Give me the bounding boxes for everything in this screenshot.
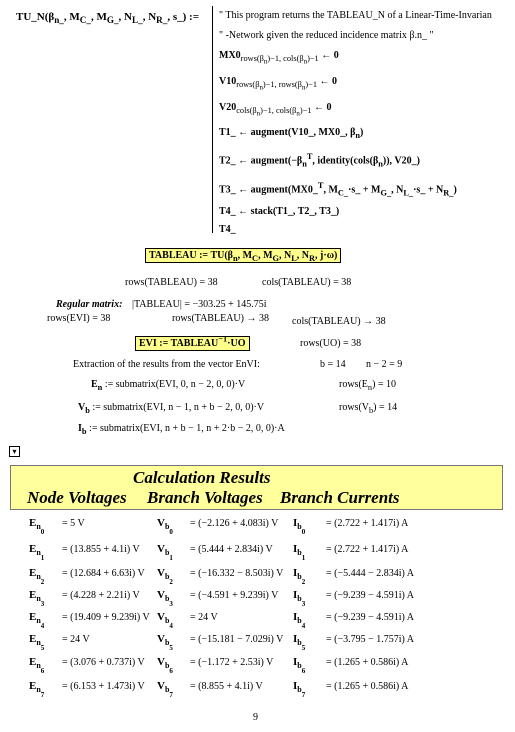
program-line-t1: T1_ ← augment(V10_, MX0_, $\beta_n$) (219, 127, 364, 140)
ib-label-2: $I_{b2}$ (293, 567, 306, 586)
ib-value-7: = (1.265 + 0.586i) A (326, 681, 409, 692)
node-value-0: = 5 V (62, 518, 85, 529)
node-label-1: $E_{n1}$ (29, 543, 45, 562)
ib-value-4: = (−9.239 − 4.591i) A (326, 612, 415, 623)
regular-determinant: |TABLEAU| = −303.25 + 145.75i (132, 299, 267, 310)
node-label-6: $E_{n6}$ (29, 656, 45, 675)
vb-label-7: $V_{b7}$ (157, 680, 173, 699)
ib-value-0: = (2.722 + 1.417i) A (326, 518, 409, 529)
program-line-t4-return: T4_ (219, 224, 236, 235)
rows-vb: $rows(V_b) = 14$ (339, 402, 398, 415)
node-value-2: = (12.684 + 6.63i) V (62, 568, 145, 579)
page-number: 9 (253, 712, 258, 723)
node-value-7: = (6.153 + 1.473i) V (62, 681, 145, 692)
node-value-5: = 24 V (62, 634, 90, 645)
program-signature: $TU\_N(\beta_{n\_}$, $M_{C\_}$, $M_{G\_}$, $N_{L\_}$, $N_{R\_}$, s_) := (16, 11, 199, 26)
ib-value-3: = (−9.239 − 4.591i) A (326, 590, 415, 601)
node-value-3: = (4.228 + 2.21i) V (62, 590, 140, 601)
results-header-box (10, 465, 503, 510)
vb-value-7: = (8.855 + 4.1i) V (190, 681, 263, 692)
header-node-voltages: Node Voltages (27, 488, 127, 507)
evi-definition: EVI := $TABLEAU^{-1}\cdot UO$ (135, 335, 250, 349)
vb-label-4: $V_{b4}$ (157, 611, 173, 630)
node-value-6: = (3.076 + 0.737i) V (62, 657, 145, 668)
header-branch-currents: Branch Currents (280, 488, 400, 507)
program-line-t4: T4_ ← stack(T1_, T2_, T3_) (219, 206, 340, 217)
regular-label: Regular matrix: (56, 299, 123, 310)
header-branch-voltages: Branch Voltages (147, 488, 263, 507)
ib-value-2: = (−5.444 − 2.834i) A (326, 568, 415, 579)
tableau-cols: cols(TABLEAU) = 38 (262, 277, 352, 288)
vb-value-2: = (−16.332 − 8.503i) V (190, 568, 284, 579)
vb-label-0: $V_{b0}$ (157, 517, 173, 536)
node-label-2: $E_{n2}$ (29, 567, 45, 586)
ib-value-5: = (−3.795 − 1.757i) A (326, 634, 415, 645)
vb-value-0: = (−2.126 + 4.083i) V (190, 518, 279, 529)
rows-evi: rows(EVI) = 38 (47, 313, 111, 324)
en-definition: $E_n$ := submatrix(EVI, 0, n − 2, 0, 0)·V (91, 379, 246, 392)
ib-definition: $I_b$ := submatrix(EVI, n + b − 1, n + 2·b − 2, 0, 0)·A (78, 423, 285, 436)
node-label-3: $E_{n3}$ (29, 589, 45, 608)
n-minus-2: n − 2 = 9 (366, 359, 403, 370)
vb-label-6: $V_{b6}$ (157, 656, 173, 675)
node-label-7: $E_{n7}$ (29, 680, 45, 699)
program-comment-1: " This program returns the TABLEAU_N of a Linear-Time-Invarian (219, 10, 492, 21)
program-line-v10: $V10_{rows(\beta_n)-1, rows(\beta_n)-1}$ ← 0 (219, 76, 338, 92)
ib-label-4: $I_{b4}$ (293, 611, 306, 630)
rows-en: $rows(E_n) = 10$ (339, 379, 397, 392)
node-label-5: $E_{n5}$ (29, 633, 45, 652)
vb-label-2: $V_{b2}$ (157, 567, 173, 586)
ib-value-6: = (1.265 + 0.586i) A (326, 657, 409, 668)
rows-uo: rows(UO) = 38 (300, 338, 362, 349)
vb-label-5: $V_{b5}$ (157, 633, 173, 652)
vb-value-5: = (−15.181 − 7.029i) V (190, 634, 284, 645)
ib-label-0: $I_{b0}$ (293, 517, 306, 536)
ib-value-1: = (2.722 + 1.417i) A (326, 544, 409, 555)
program-line-v20: $V20_{cols(\beta_n)-1, cols(\beta_n)-1}$ ← 0 (219, 102, 332, 118)
vb-value-1: = (5.444 + 2.834i) V (190, 544, 273, 555)
vb-value-6: = (−1.172 + 2.53i) V (190, 657, 274, 668)
b-value: b = 14 (320, 359, 346, 370)
vb-definition: $V_b$ := submatrix(EVI, n − 1, n + b − 2, 0, 0)·V (78, 402, 265, 415)
program-line-t3: T3_ ← augment(MX0_$^T$, $M_{C\_}\cdot s\_ + M_{G\_}$, $N_{L\_}\cdot s\_ + N_{R\_}$) (219, 181, 457, 198)
collapse-toggle-icon[interactable]: ▾ (9, 446, 20, 457)
tableau-rows: rows(TABLEAU) = 38 (125, 277, 218, 288)
extraction-text: Extraction of the results from the vector EnVI: (73, 359, 260, 370)
rows-tableau-symbolic: rows(TABLEAU) → 38 (172, 313, 269, 324)
program-line-mx0: $MX0_{rows(\beta_n)-1, cols(\beta_n)-1}$ ← 0 (219, 50, 339, 66)
tableau-definition: TABLEAU := $TU(\beta_n$, $M_C$, $M_G$, $N_L$, $N_R$, j·ω) (145, 250, 341, 263)
ib-label-6: $I_{b6}$ (293, 656, 306, 675)
cols-tableau-symbolic: cols(TABLEAU) → 38 (292, 316, 386, 327)
node-label-4: $E_{n4}$ (29, 611, 45, 630)
ib-label-5: $I_{b5}$ (293, 633, 306, 652)
vb-value-3: = (−4.591 + 9.239i) V (190, 590, 279, 601)
ib-label-3: $I_{b3}$ (293, 589, 306, 608)
vb-value-4: = 24 V (190, 612, 218, 623)
results-title: Calculation Results (133, 468, 271, 487)
node-value-1: = (13.855 + 4.1i) V (62, 544, 140, 555)
vb-label-1: $V_{b1}$ (157, 543, 173, 562)
program-bracket (212, 6, 213, 233)
ib-label-1: $I_{b1}$ (293, 543, 306, 562)
vb-label-3: $V_{b3}$ (157, 589, 173, 608)
ib-label-7: $I_{b7}$ (293, 680, 306, 699)
node-value-4: = (19.409 + 9.239i) V (62, 612, 150, 623)
program-line-t2: T2_ ← $augment(-\beta_n^T$, $identity(cols(\beta_n))$, V20_) (219, 152, 420, 169)
program-comment-2: " -Network given the reduced incidence matrix β.n_ " (219, 30, 434, 41)
node-label-0: $E_{n0}$ (29, 517, 45, 536)
